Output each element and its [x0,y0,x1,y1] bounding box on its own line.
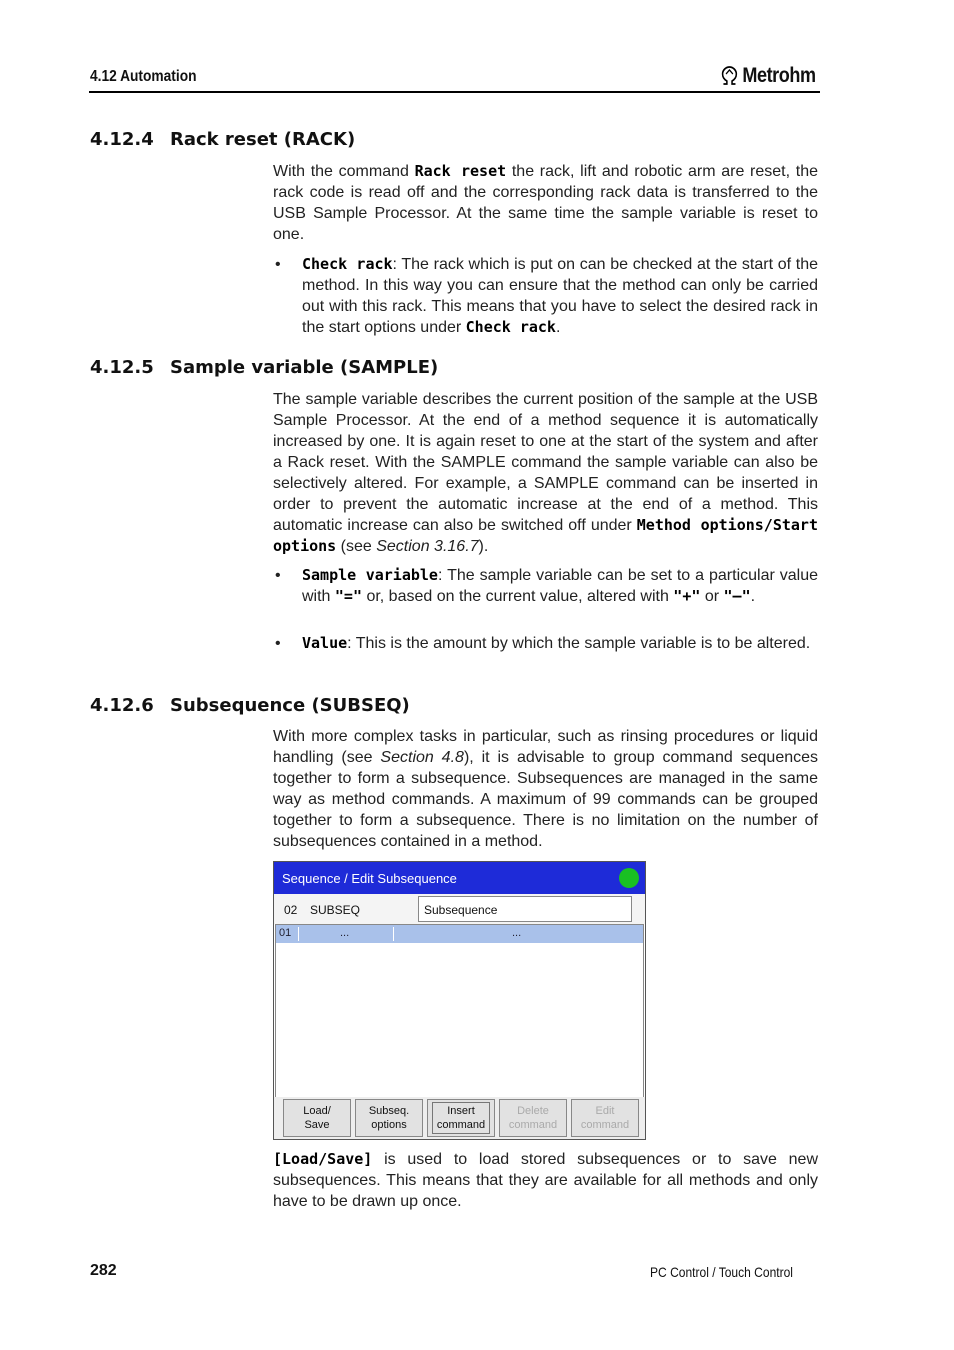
edit-command-button[interactable]: Edit command [571,1099,639,1137]
command-number: 02 [284,903,298,917]
subsequence-name-field[interactable]: Subsequence [418,896,632,922]
load-save-button[interactable]: Load/ Save [283,1099,351,1137]
running-footer: PC Control / Touch Control [650,1264,793,1280]
command-name: SUBSEQ [310,903,361,917]
bullet-sample-variable: • Sample variable: The sample variable can be set to a particular value with "=" or, based on the current value, altered with "+" or "–". [275,566,818,605]
omega-logo-icon [720,66,739,86]
paragraph-subsequence: With more complex tasks in particular, such as rinsing procedures or liquid handling (see Section 4.8), it is advisable to group command sequences together to form a subsequence. Subsequences are managed in the same way as method commands. A maximum of 99 commands can be grouped together to form a subsequence. There is no limitation on the number of subsequences contained in a method. [273,728,819,850]
bullet-check-rack: • Check rack: The rack which is put on can be checked at the start of the method. In this way you can ensure that the method can only be carried out with this rack. This means that you have to select the desired rack in the start options under Check rack. [275,255,818,336]
subsequence-command-list[interactable] [275,924,644,1098]
insert-command-button[interactable]: Insert command [427,1099,495,1137]
paragraph-sample-variable: The sample variable describes the current position of the sample at the USB Sample Processor. At the end of a method sequence it is automatically increased by one. It is again reset to one at the start of the system and after a Rack reset. With the SAMPLE command the sample variable can also be selectively altered. For example, a SAMPLE command can be inserted in order to prevent the automatic increase at the end of a method. This automatic increase can also be switched off under Method options/Start options (see Section 3.16.7). [273,391,818,555]
brand-logo [720,64,816,88]
header-rule [89,91,820,93]
button-bar [274,1097,645,1139]
brand-name: Metrohm [742,64,816,87]
command-row [274,894,645,924]
bullet-value: • Value: This is the amount by which the sample variable is to be altered. [275,634,811,652]
status-led-icon [619,868,639,888]
subseq-options-button[interactable]: Subseq. options [355,1099,423,1137]
window-title: Sequence / Edit Subsequence [282,871,457,886]
page-number: 282 [90,1262,117,1279]
paragraph-load-save: [Load/Save] is used to load stored subsequences or to save new subsequences. This means that they are available for all methods and only have to be drawn up once. [273,1150,818,1210]
delete-command-button[interactable]: Delete command [499,1099,567,1137]
list-item[interactable]: 01 ... ... [276,925,643,943]
edit-subsequence-window [273,861,646,1140]
heading-sample-variable: 4.12.5 Sample variable (SAMPLE) [90,357,439,378]
heading-rack-reset: 4.12.4 Rack reset (RACK) [90,129,356,150]
heading-subsequence: 4.12.6 Subsequence (SUBSEQ) [90,695,410,716]
window-titlebar [274,862,645,894]
running-header-section: 4.12 Automation [90,68,197,85]
paragraph-rack-reset: With the command Rack reset the rack, lift and robotic arm are reset, the rack code is read off and the corresponding rack data is transferred to the USB Sample Processor. At the same time the sample variable is reset to one. [273,162,819,243]
